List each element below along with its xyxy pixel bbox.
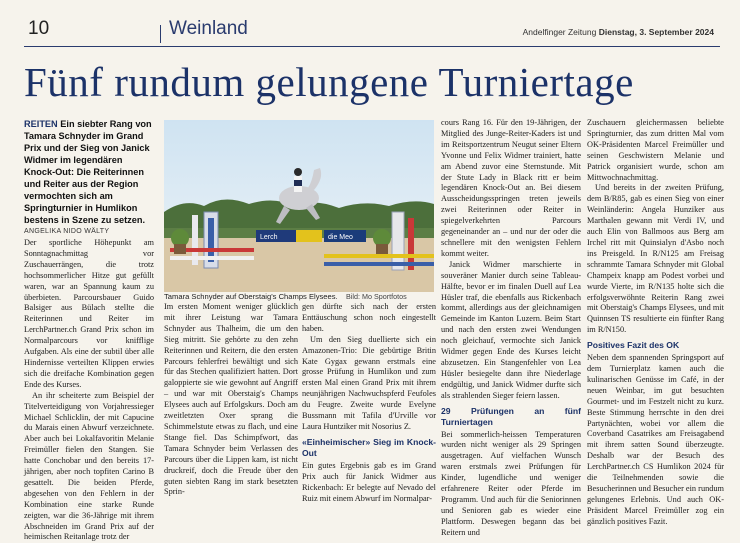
article-headline: Fünf rundum gelungene Turniertage [24, 59, 634, 105]
show-jumping-photo [164, 120, 434, 292]
lead-keyword: REITEN [24, 119, 58, 129]
body-column-2 [164, 302, 298, 500]
author-byline: ANGELIKA NIDO WÄLTY [24, 228, 110, 235]
paragraph: gen dürfte sich nach der ersten Enttäuschung schon noch eingestellt haben. [302, 302, 436, 333]
paragraph: Neben dem spannenden Springsport auf dem Turnierplatz kamen auch die kulinarischen Genüsse im Café, in der neuen Weinbar, im gut besuchten Gourmet- und im Festzelt nicht zu kurz. Beste Stimmung herrschte in den drei Partynächten, wobei vor allem die Coverband Casatrikes am Freisagabend mit ihrem satten Sound überzeugte. Deshalb war der Besuch des LerchPartner.ch CS Humlikon 2024 für die Teilnehmenden sowie die Besucherinnen und Besucher ein rundum gelungenes Erlebnis. Und auch OK-Präsident Marcel Freimüller zog ein gänzlich positives Fazit. [587, 353, 724, 526]
sponsor-banner-text: die Meo [328, 234, 353, 241]
paragraph: Ein gutes Ergebnis gab es im Grand Prix auch für Janick Widmer aus Rickenbach: Er belegte auf Nevado del Ruiz mit einem Abwurf im Normalpar- [302, 460, 436, 503]
subheading: «Einheimischer» Sieg im Knock-Out [302, 436, 436, 458]
paragraph: Der sportliche Höhepunkt am Sonntagnachmittag vor Zuschauerrängen, die trotz hochsommerlicher Hitze gut gefüllt waren, war an Spannung kaum zu überbieten. Parcoursbauer Guido Balsiger aus Bülach stellte die Reiterinnen und Reiter im LerchPartner.ch Grand Prix schon im Normalparcours vor knifflige Aufgaben. Als eine der subtil über alle Hindernisse verteilten Klippen erwies sich die dreifache Kombination gegen Ende des Kurses. [24, 238, 154, 389]
photo-credit: Bild: Mo Sportfotos [346, 292, 407, 301]
paragraph: Um den Sieg duellierte sich ein Amazonen-Trio: Die gebürtige Britin Kate Gygax gewann erstmals eine grosse Prüfung in Humlikon und zum ersten Mal einen Grand Prix mit ihrem neunjährigen Nachwuchspferd Feufoles du Feugre. Zweite wurde Evelyne Bussmann mit Tafila d'Urville vor Laura Huntziker mit Nosorius Z. [302, 334, 436, 431]
photo-caption: Tamara Schnyder auf Oberstaig's Champs Elysees. [164, 292, 338, 301]
body-column-3 [302, 302, 436, 503]
sponsor-banner-text: Lerch [260, 234, 278, 241]
paragraph: Zuschauern gleichermassen beliebte Springturnier, das zum dritten Mal vom OK-Präsidenten Marcel Freimüller und seinen Geschwistern Melanie und Patrick organisiert wurde, schon am Mittwochnachmittag. [587, 118, 724, 182]
paragraph: cours Rang 16. Für den 19-Jährigen, der Mitglied des Junge-Reiter-Kaders ist und im Reitsportzentrum Neugut seiner Eltern Yvonne und Felix Widmer trainiert, hatte am Abend zuvor eine Sternstunde. Mit der Stute Lady in Black ritt er beim legendären Knock-Out an. Bei diesem Ausscheidungsspringen treten jeweils zwei Reiterinnen oder Reiter in spiegelverkehrten Parcours gegeneinander an – und nur der oder die schnellere mit den wenigsten Fehlern kommt weiter. [441, 118, 581, 258]
article-lead [24, 118, 154, 226]
subheading: 29 Prüfungen an fünf Turniertagen [441, 405, 581, 427]
body-column-5 [587, 118, 724, 526]
page-number: 10 [28, 18, 50, 39]
body-column-4 [441, 118, 581, 537]
header-rule [24, 46, 720, 47]
paragraph: Janick Widmer marschierte in souveräner Manier durch seine Tableau-Hälfte, bevor er im finalen Duell auf Lea Hüsler traf, die ebenfalls aus Rickenbach kommt, allerdings aus der gleichnamigen Gemeinde im Kanton Luzern. Beim Start und nach den ersten zwei Wendungen noch gleichauf, vermochte sich Janick Widmer gegen Ende des Kurses leicht abzusetzen. Ein Stangenfehler von Lea Hüsler besiegelte dann ihre Niederlage endgültig, und Janick Widmer durfte sich als strahlenden Sieger feiern lassen. [441, 259, 581, 400]
subheading: Positives Fazit des OK [587, 340, 680, 351]
lead-text: Ein siebter Rang von Tamara Schnyder im Grand Prix und der Sieg von Janick Widmer im legendären Knock-Out: Die Reiterinnen und Reiter aus der Region vermochten sich am Springturnier in Humlikon bestens in Szene zu setzen. [24, 119, 152, 225]
body-column-1 [24, 238, 154, 542]
publication-date: Dienstag, 3. September 2024 [598, 27, 714, 37]
section-title: Weinland [169, 18, 248, 39]
publication-name: Andelfinger Zeitung [522, 27, 597, 37]
paragraph: Im ersten Moment weniger glücklich mit ihrer Leistung war Tamara Schnyder aus Thalheim, die um den Sieg mitritt. Sie gehörte zu den zehn Reiterinnen und Reitern, die den ersten Parcours fehlerfrei bewältigt und sich für das Stechen qualifiziert hatten. Dort galoppierte sie wie gewohnt auf Angriff – und war mit Oberstaig's Champs Elysees auch auf Erfolgskurs. Doch am zweitletzten Oxer sprang die Schimmelstute etwas zu flach, und eine Stange fiel. Das Schimpfwort, das Tamara Schnyder beim Verlassen des Parcours über die Lippen kam, ist nicht druckreif, doch die Freude über den guten siebten Rang im stark besetzten Sprin- [164, 302, 298, 497]
paragraph: Und bereits in der zweiten Prüfung, dem B/R85, gab es einen Sieg von einer Weinländerin: Angela Hunziker aus Marthalen gewann mit Verdi IV, und auch Elin von Ballmoos aus Berg am Irchel ritt mit Quinsialyn d'Asbo noch ins Preisgeld. In R/N125 am Freisag schrammte Tamara Schnyder mit Global Champeix knapp am Podest vorbei und wurde Vierte, im R/N135 holte sich die erfolgsverwöhnte Reiterin Rang zwei mit Oberstaig's Champs Elysees, und mit Quinnsen TS resultierte ein fünfter Rang im R/N150. [587, 183, 724, 335]
paragraph: An ihr scheiterte zum Beispiel der Titelverteidigung von Vorjahressieger Michael Schlicklin, der mit Capucine du Marais einen Abwurf verzeichnete. Aber auch bei Lokalfavoritin Melanie Freimüller fielen den Stangen. Sie hatte Conchobar und den bereits 17-jährigen, aber noch topfiten Carino B gesattelt. Die beiden Pferde, abgesehen von den Fehlern in der Kombination eine starke Runde zeigten, war die 36-Jährige mit ihrem Abschneiden im Grand Prix auf der heimischen Reitanlage trotz der [24, 390, 154, 542]
paragraph: Bei sommerlich-heissen Temperaturen wurden nicht weniger als 29 Springen ausgetragen. Auf vielfachen Wunsch waren erstmals zwei Prüfungen für Kinder, lugendliche und weniger erfahrenere Reiter oder Pferde im Programm. Und auch für die Seniorinnen und Senioren gab es wieder eine Plattform. Deswegen begann das bei Reitern und [441, 429, 581, 537]
article-photo [164, 120, 434, 292]
publication-info [523, 27, 714, 37]
header-divider [160, 25, 161, 43]
